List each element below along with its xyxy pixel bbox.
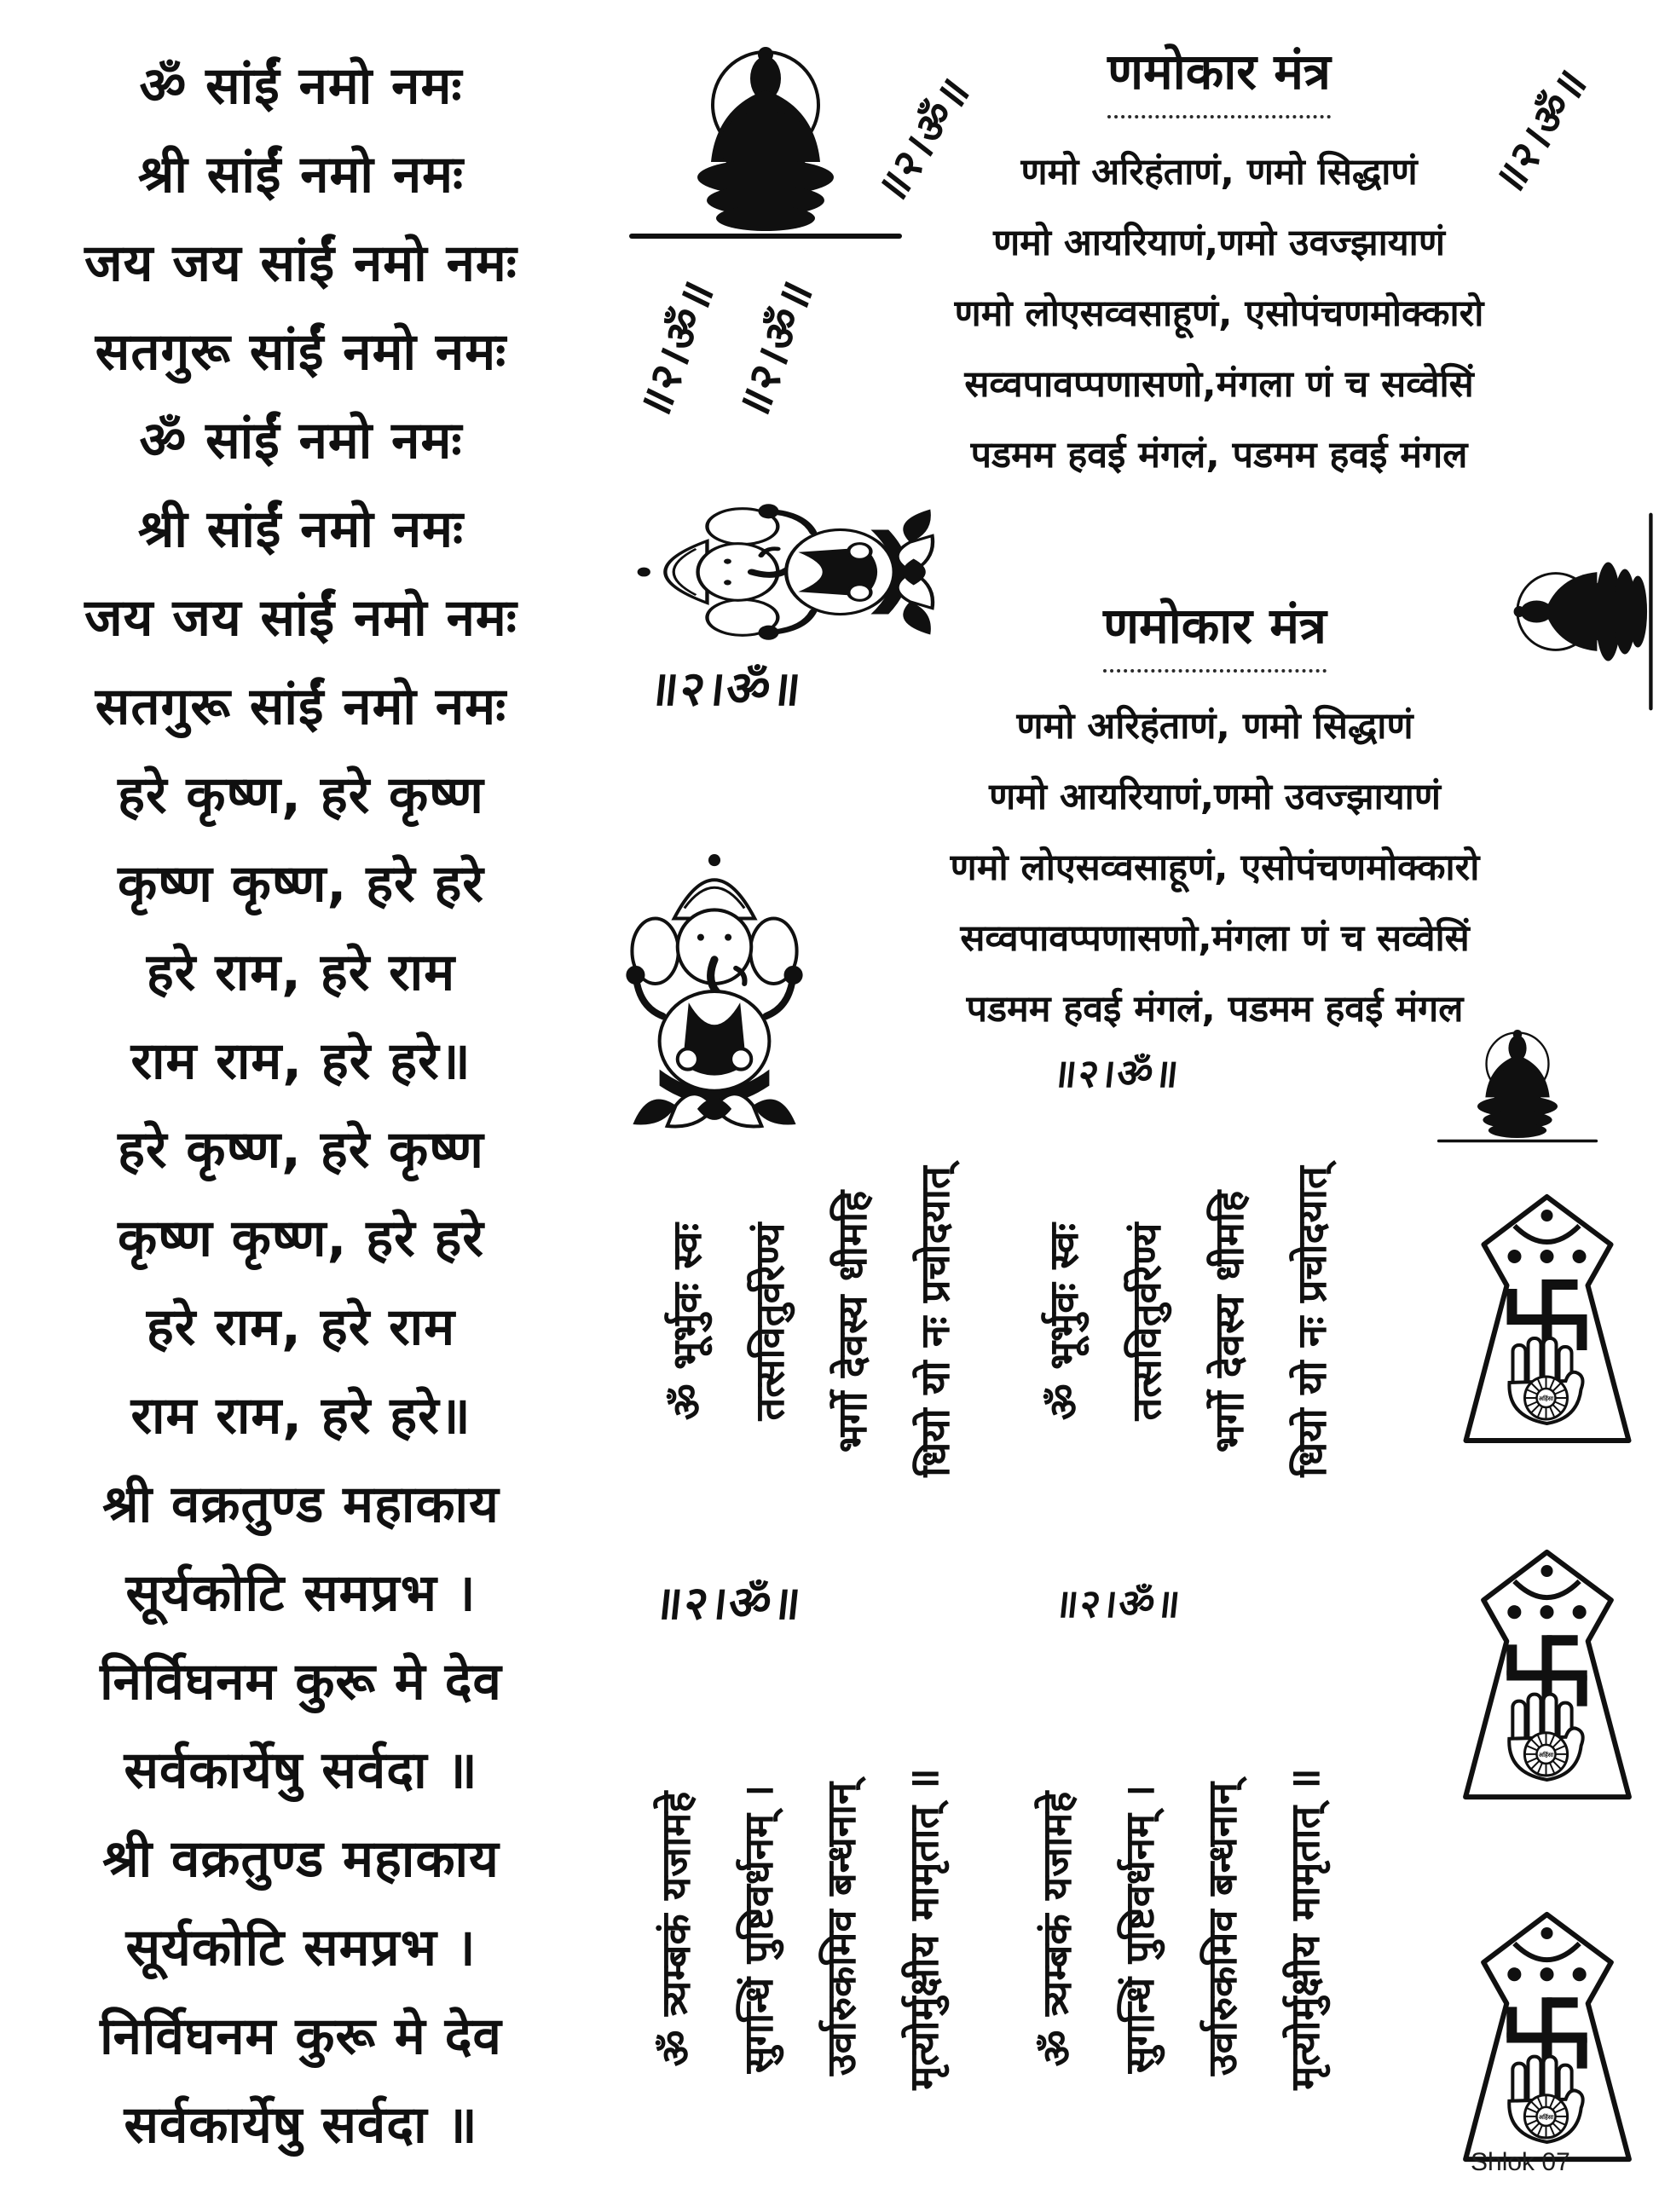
mantra-line: कृष्ण कृष्ण, हरे हरे	[118, 1209, 484, 1268]
gayatri-line: तत्सवितुर्वरेण्यं	[1124, 1222, 1171, 1421]
namokar-heading: णमोकार मंत्र	[1107, 36, 1331, 118]
mantra-line: श्री वक्रतुण्ड महाकाय	[102, 1475, 500, 1534]
om-divider-mark: ॥२।ॐ॥	[728, 270, 824, 427]
gayatri-line: भर्गो देवस्य धीमहि	[1206, 1190, 1253, 1453]
mantra-line: सूर्यकोटि समप्रभ ।	[125, 1563, 477, 1623]
mantra-line: श्री वक्रतुण्ड महाकाय	[102, 1829, 500, 1889]
sheet-label: Shlok 07	[1471, 2148, 1570, 2176]
mantra-line: सर्वकार्येषु सर्वदा ॥	[124, 2095, 478, 2155]
namokar-line: णमो अरिहंताणं, णमो सिद्धाणं	[1020, 151, 1418, 193]
namokar-line: णमो लोएसव्वसाहूणं, एसोपंचणमोक्कारो	[950, 846, 1480, 889]
mantra-line: हरे कृष्ण, हरे कृष्ण	[118, 765, 484, 825]
mahamrityunjaya-line: उर्वारुकमिव बन्धनान्	[1199, 1782, 1246, 2076]
jain-emblem-icon	[1442, 1545, 1652, 1805]
mahamrityunjaya-line: मृत्योर्मुक्षीय मामृतात् ॥	[1282, 1768, 1329, 2090]
left-mantra-column	[7, 39, 595, 2167]
jain-emblem-icon	[1442, 1903, 1652, 2172]
mahamrityunjaya-line: मृत्योर्मुक्षीय मामृतात् ॥	[901, 1768, 948, 2090]
mantra-line: जय जय सांईं नमो नमः	[84, 234, 517, 293]
mantra-line: सर्वकार्येषु सर्वदा ॥	[124, 1741, 478, 1800]
mantra-line: हरे राम, हरे राम	[146, 1297, 456, 1357]
mantra-line: सतगुरू सांईं नमो नमः	[95, 322, 507, 382]
mantra-line: कृष्ण कृष्ण, हरे हरे	[118, 854, 484, 914]
mantra-line: ॐ सांईं नमो नमः	[139, 411, 463, 471]
mantra-line: निर्विघनम कुरू मे देव	[100, 1652, 502, 1712]
namokar-line: णमो अरिहंताणं, णमो सिद्धाणं	[1016, 705, 1413, 748]
mantra-line: हरे कृष्ण, हरे कृष्ण	[118, 1120, 484, 1180]
om-divider-mark: ॥२।ॐ॥	[1050, 1050, 1182, 1096]
namokar-mantra-block	[853, 590, 1577, 1045]
om-divider-mark: ॥२।ॐ॥	[1052, 1580, 1184, 1626]
om-divider-mark: ॥२।ॐ॥	[629, 270, 725, 427]
mahamrityunjaya-line: ॐ त्र्यम्बकं यजामहे	[1034, 1791, 1081, 2067]
namokar-mantra-block	[861, 36, 1577, 491]
namokar-line: पडमम हवई मंगलं, पडमम हवई मंगल	[966, 988, 1464, 1031]
mantra-line: सतगुरू सांईं नमो नमः	[95, 677, 507, 736]
namokar-line: सव्वपावप्पणासणो,मंगला णं च सव्वेसिं	[960, 917, 1470, 960]
namokar-line: णमो आयरियाणं,णमो उवज्झायाणं	[989, 776, 1441, 818]
mantra-line: जय जय सांईं नमो नमः	[84, 588, 517, 648]
namokar-line: सव्वपावप्पणासणो,मंगला णं च सव्वेसिं	[964, 363, 1474, 406]
om-divider-mark: ॥२।ॐ॥	[868, 66, 980, 213]
mantra-line: ॐ सांईं नमो नमः	[139, 56, 463, 116]
gayatri-line: ॐ भूर्भुवः स्वः	[664, 1222, 711, 1421]
gayatri-line: तत्सवितुर्वरेण्यं	[747, 1222, 794, 1421]
mahamrityunjaya-line: सुगन्धिं पुष्टिवर्धनम् ।	[1117, 1784, 1164, 2074]
gayatri-line: ॐ भूर्भुवः स्वः	[1041, 1222, 1088, 1421]
om-divider-mark: ॥२।ॐ॥	[652, 1576, 806, 1630]
buddha-icon	[1432, 999, 1603, 1166]
mantra-line: श्री सांईं नमो नमः	[137, 145, 465, 205]
mantra-line: राम राम, हरे हरे॥	[130, 1386, 471, 1446]
mantra-line: सूर्यकोटि समप्रभ ।	[125, 1918, 477, 1978]
namokar-line: णमो लोएसव्वसाहूणं, एसोपंचणमोक्कारो	[954, 292, 1484, 335]
namokar-heading: णमोकार मंत्र	[1103, 590, 1327, 673]
om-divider-mark: ॥२।ॐ॥	[647, 661, 806, 717]
mantra-line: श्री सांईं नमो नमः	[137, 500, 465, 559]
jain-emblem-icon	[1442, 1192, 1652, 1447]
mantra-line: राम राम, हरे हरे॥	[130, 1031, 471, 1091]
namokar-line: णमो आयरियाणं,णमो उवज्झायाणं	[993, 222, 1445, 264]
mantra-line: हरे राम, हरे राम	[146, 943, 456, 1002]
mantra-line: निर्विघनम कुरू मे देव	[100, 2007, 502, 2066]
gayatri-line: धियो यो नः प्रचोदयात्	[912, 1166, 959, 1477]
mahamrityunjaya-line: सुगन्धिं पुष्टिवर्धनम् ।	[736, 1784, 783, 2074]
gayatri-line: भर्गो देवस्य धीमहि	[830, 1190, 876, 1453]
mahamrityunjaya-line: ॐ त्र्यम्बकं यजामहे	[653, 1791, 700, 2067]
om-divider-mark: ॥२।ॐ॥	[1485, 57, 1598, 205]
namokar-line: पडमम हवई मंगलं, पडमम हवई मंगल	[970, 434, 1468, 476]
mahamrityunjaya-line: उर्वारुकमिव बन्धनान्	[818, 1782, 865, 2076]
gayatri-line: धियो यो नः प्रचोदयात्	[1289, 1166, 1336, 1477]
